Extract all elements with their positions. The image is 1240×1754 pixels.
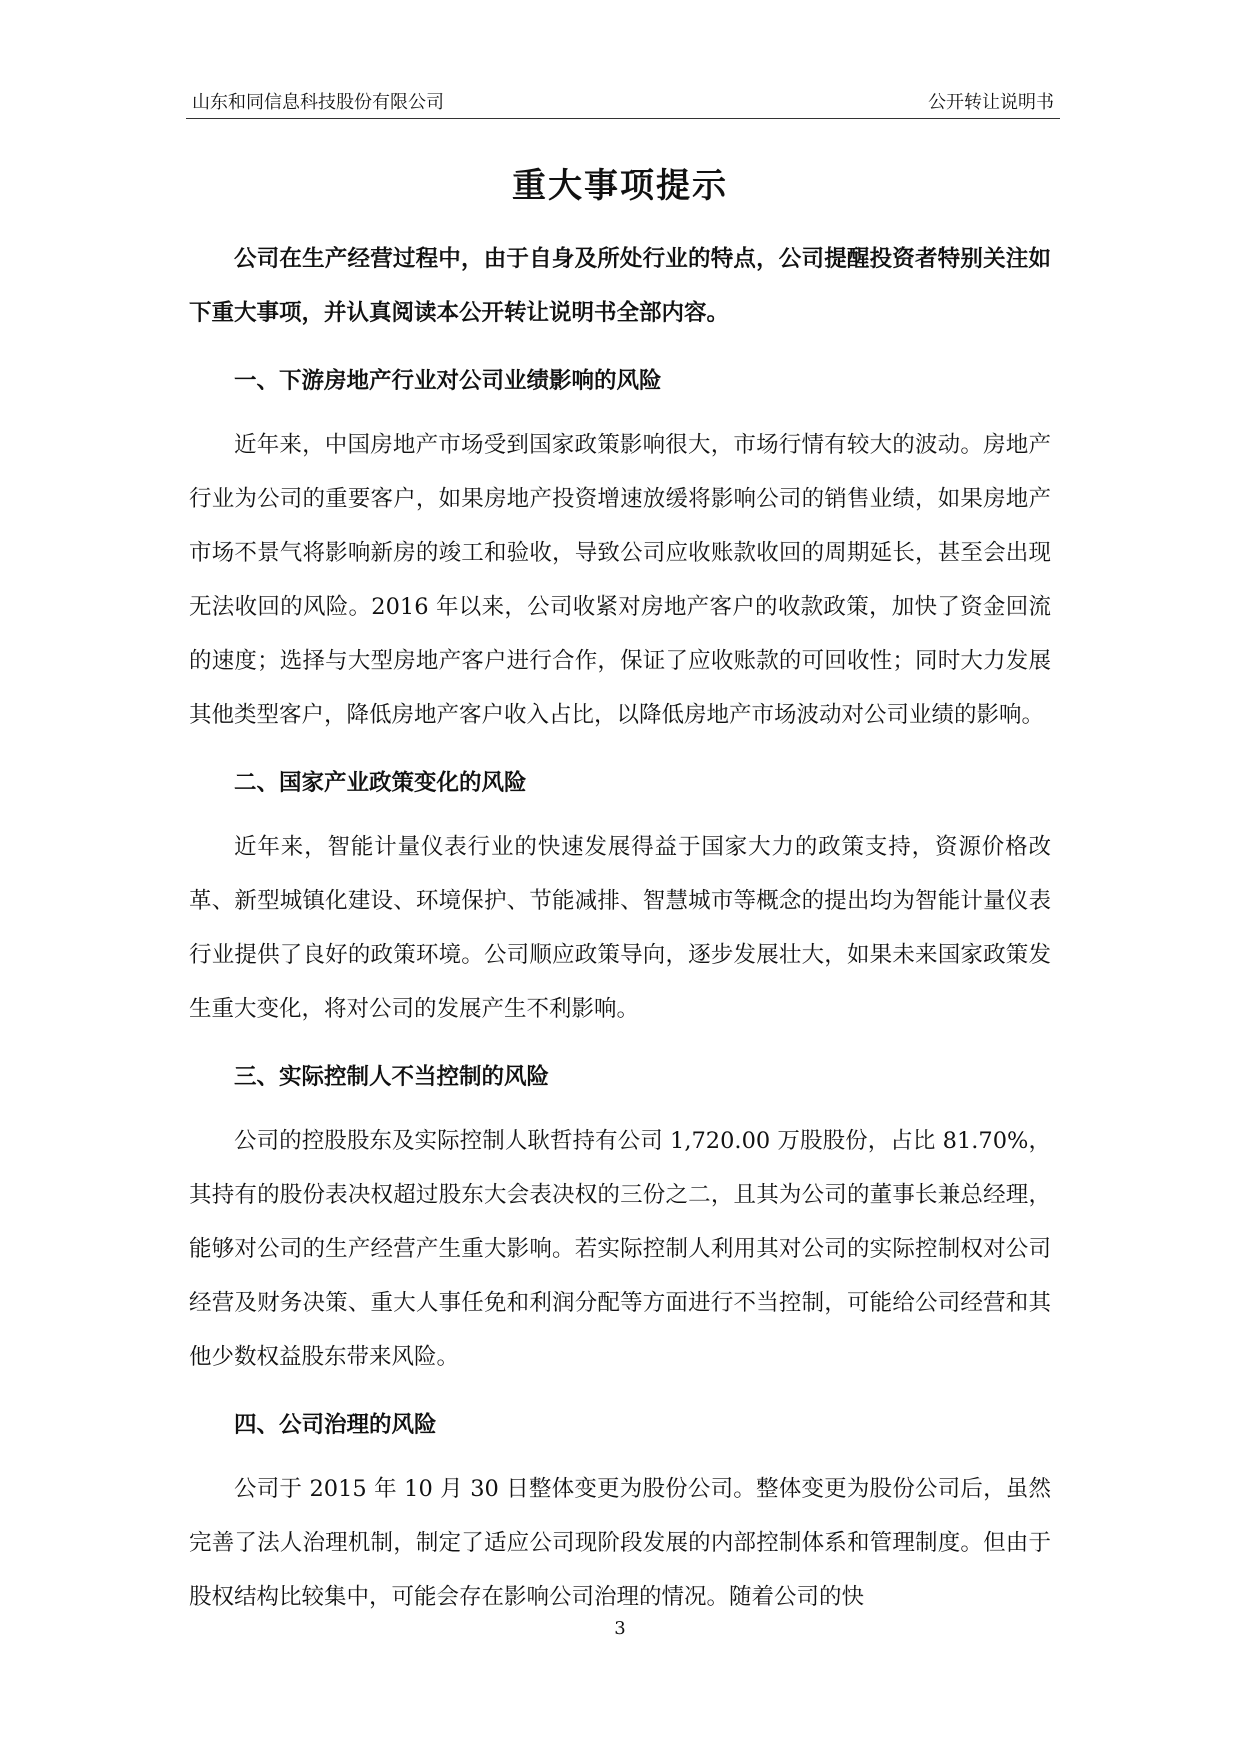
section-heading-3: 三、实际控制人不当控制的风险 [234,1064,550,1090]
page-number: 3 [614,1618,626,1639]
section-heading-2: 二、国家产业政策变化的风险 [234,770,527,796]
section-heading-4: 四、公司治理的风险 [234,1412,437,1438]
header-document-type: 公开转让说明书 [928,92,1054,113]
page-header [186,84,1060,119]
section-body-1: 近年来，中国房地产市场受到国家政策影响很大，市场行情有较大的波动。房地产行业为公司的重要客户，如果房地产投资增速放缓将影响公司的销售业绩，如果房地产市场不景气将影响新房的竣工和验收，导致公司应收账款收回的周期延长，甚至会出现无法收回的风险。2016 年以来，公司收紧对房地产客户的收款政策，加快了资金回流的速度；选择与大型房地产客户进行合作，保证了应收账款的可回收性；同时大力发展其他类型客户，降低房地产客户收入占比，以降低房地产市场波动对公司业绩的影响。 [189,432,1051,728]
section-body-2: 近年来，智能计量仪表行业的快速发展得益于国家大力的政策支持，资源价格改革、新型城镇化建设、环境保护、节能减排、智慧城市等概念的提出均为智能计量仪表行业提供了良好的政策环境。公司顺应政策导向，逐步发展壮大，如果未来国家政策发生重大变化，将对公司的发展产生不利影响。 [189,834,1051,1022]
section-body-3: 公司的控股股东及实际控制人耿哲持有公司 1,720.00 万股股份，占比 81.70%，其持有的股份表决权超过股东大会表决权的三份之二，且其为公司的董事长兼总经理，能够对公司的生产经营产生重大影响。若实际控制人利用其对公司的实际控制权对公司经营及财务决策、重大人事任免和利润分配等方面进行不当控制，可能给公司经营和其他少数权益股东带来风险。 [189,1128,1051,1370]
page-title: 重大事项提示 [512,166,728,206]
intro-paragraph: 公司在生产经营过程中，由于自身及所处行业的特点，公司提醒投资者特别关注如下重大事项，并认真阅读本公开转让说明书全部内容。 [189,246,1051,326]
document-body [189,232,1051,1624]
header-company-name: 山东和同信息科技股份有限公司 [192,92,444,113]
section-body-4: 公司于 2015 年 10 月 30 日整体变更为股份公司。整体变更为股份公司后，虽然完善了法人治理机制，制定了适应公司现阶段发展的内部控制体系和管理制度。但由于股权结构比较集中，可能会存在影响公司治理的情况。随着公司的快 [189,1476,1051,1610]
section-heading-1: 一、下游房地产行业对公司业绩影响的风险 [234,368,662,394]
